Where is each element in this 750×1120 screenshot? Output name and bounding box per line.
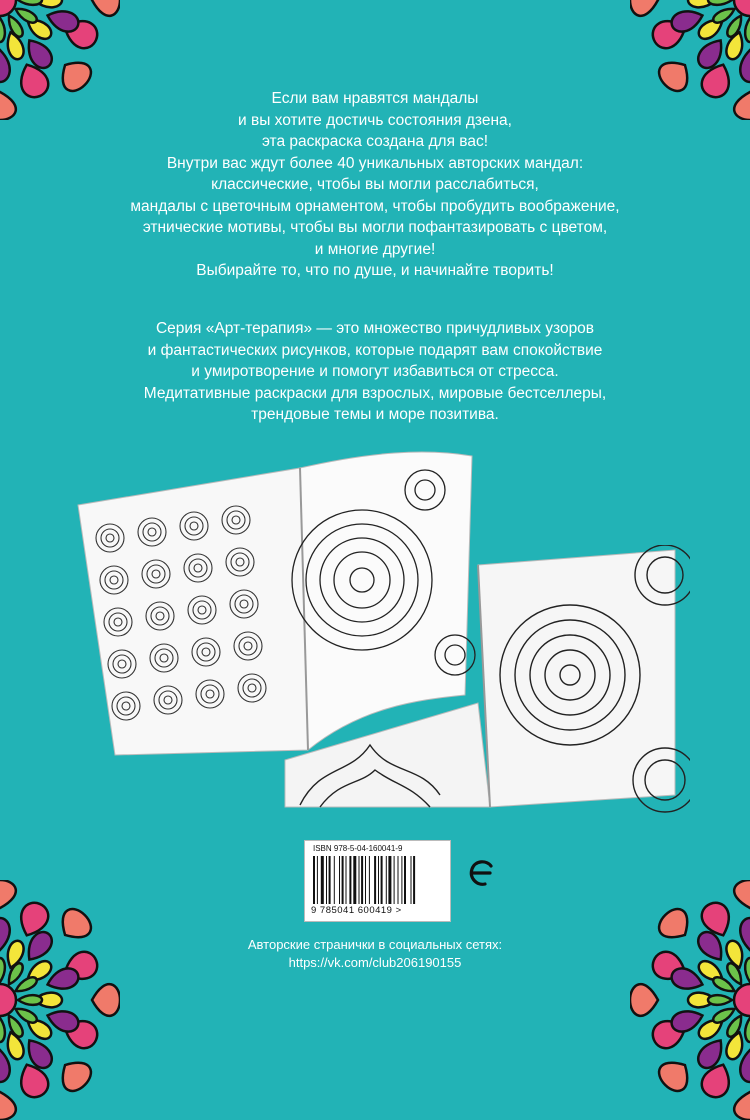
mandala-petal: [0, 880, 16, 908]
mandala-petal: [708, 995, 732, 1005]
series-line: Серия «Арт-терапия» — это множество причудливых узоров: [155, 320, 595, 337]
corner-mandala-bottom-right: [630, 880, 750, 1120]
mandala-petal: [740, 918, 750, 950]
corner-mandala-bottom-left: [0, 880, 120, 1120]
barcode-bar: [334, 856, 335, 904]
description-line: Выбирайте то, что по душе, и начинайте творить!: [196, 262, 554, 279]
mandala-petal: [654, 904, 696, 946]
barcode-bar: [388, 856, 391, 904]
mandala-petal: [708, 0, 732, 5]
mandala-petal: [0, 18, 5, 42]
description-line: мандалы с цветочным орнаментом, чтобы пробудить воображение,: [130, 197, 620, 215]
barcode-bar: [374, 856, 376, 904]
mandala-petal: [0, 50, 10, 82]
mandala-petal: [740, 1050, 750, 1082]
barcode-bar: [321, 856, 324, 904]
mandala-petal: [54, 904, 96, 946]
barcode-bar: [317, 856, 318, 904]
mandala-petal: [54, 54, 96, 96]
barcode-bar: [378, 856, 379, 904]
barcode-bar: [365, 856, 366, 904]
series-line: Медитативные раскраски для взрослых, мировые бестселлеры,: [143, 384, 607, 402]
barcode-bar: [313, 856, 315, 904]
social-url-link[interactable]: https://vk.com/club206190155: [288, 955, 462, 970]
barcode-box: [304, 840, 451, 922]
mandala-petal: [0, 1018, 5, 1042]
mandala-petal: [734, 1092, 750, 1120]
social-block: [180, 936, 570, 972]
mandala-petal: [630, 984, 658, 1016]
barcode-bar: [404, 856, 406, 904]
description-line: Внутри вас ждут более 40 уникальных авторских мандал:: [166, 154, 584, 172]
mandala-petal: [654, 1054, 696, 1096]
mandala-petal: [734, 92, 750, 120]
barcode-bar: [346, 856, 347, 904]
description-line: и вы хотите достичь состояния дзена,: [238, 111, 512, 129]
description-line: классические, чтобы вы могли расслабиться,: [211, 176, 539, 193]
mandala-core: [0, 0, 16, 16]
barcode-bar: [413, 856, 415, 904]
mandala-petal: [0, 1092, 16, 1120]
series-description-block: [100, 318, 650, 426]
barcode-bar: [349, 856, 351, 904]
mandala-petal: [740, 50, 750, 82]
mandala-petal: [0, 1050, 10, 1082]
mandala-core: [734, 0, 750, 16]
barcode-bar: [369, 856, 370, 904]
mandala-petal: [54, 1054, 96, 1096]
barcode-bar: [359, 856, 360, 904]
barcode-bar: [394, 856, 395, 904]
barcode-bar: [411, 856, 412, 904]
series-line: и фантастических рисунков, которые подарят вам спокойствие: [147, 341, 603, 359]
mandala-petal: [745, 18, 750, 42]
barcode-bar: [401, 856, 402, 904]
description-line: Если вам нравятся мандалы: [271, 90, 479, 107]
description-line: этнические мотивы, чтобы вы могли пофантазировать с цветом,: [142, 219, 608, 236]
social-label: Авторские странички в социальных сетях:: [247, 937, 503, 952]
barcode-bar: [386, 856, 387, 904]
series-line: и умиротворение и помогут избавиться от стресса.: [191, 363, 559, 380]
mandala-petal: [18, 995, 42, 1005]
mandala-petal: [654, 54, 696, 96]
mandala-petal: [0, 92, 16, 120]
barcode-bar: [353, 856, 356, 904]
series-line: трендовые темы и море позитива.: [251, 406, 499, 423]
barcode-bars: [311, 856, 443, 904]
publisher-logo-icon: [467, 858, 497, 888]
barcode-bar: [329, 856, 331, 904]
barcode-bar: [326, 856, 327, 904]
mandala-ornament-icon: [630, 880, 750, 1120]
barcode-bar: [339, 856, 340, 904]
mandala-petal: [0, 918, 10, 950]
mandala-petal: [92, 984, 120, 1016]
barcode-bar: [398, 856, 399, 904]
mandala-core: [734, 984, 750, 1016]
barcode-bar: [361, 856, 363, 904]
description-line: и многие другие!: [314, 240, 436, 258]
mandala-petal: [92, 0, 120, 16]
mandala-petal: [734, 880, 750, 908]
mandala-petal: [18, 0, 42, 5]
mandala-petal: [0, 958, 5, 982]
mandala-petal: [745, 1018, 750, 1042]
barcode-bar: [381, 856, 383, 904]
mandala-ornament-icon: [0, 880, 120, 1120]
barcode-bar: [342, 856, 344, 904]
mandala-petal: [745, 958, 750, 982]
isbn-text: ISBN 978-5-04-160041-9: [313, 844, 403, 853]
description-block: [100, 88, 650, 282]
mandala-petal: [630, 0, 658, 16]
book-preview-front: [70, 450, 480, 760]
description-line: эта раскраска создана для вас!: [261, 133, 489, 150]
mandala-core: [0, 984, 16, 1016]
barcode-number: 9 785041 600419 >: [311, 905, 402, 916]
